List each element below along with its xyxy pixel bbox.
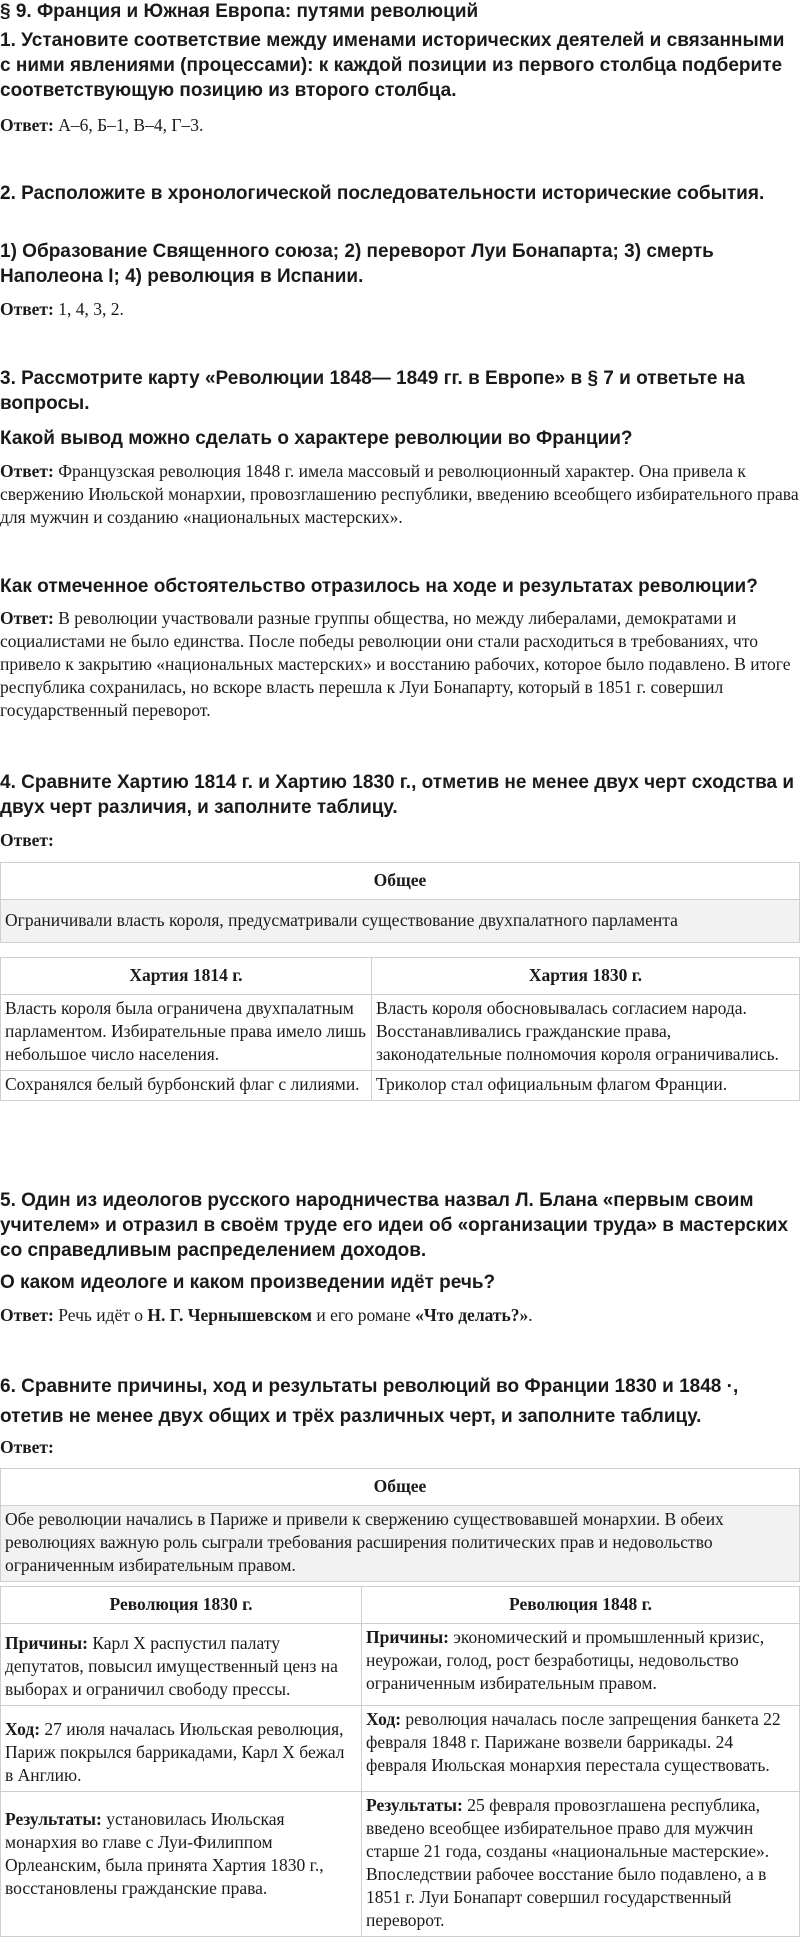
table-4-compare (0, 957, 800, 1101)
cell-label: Результаты: (5, 1809, 102, 1829)
question-5-sub (0, 1270, 800, 1295)
answer-1 (0, 114, 800, 137)
answer-6-label-line (0, 1436, 800, 1459)
answer-2-text (0, 298, 800, 321)
table-cell (362, 1792, 800, 1937)
table-cell (1, 1792, 362, 1937)
cell-text: революция началась после запрещения банкета 22 февраля 1848 г. Парижане возвели баррикады. 24 февраля Июльская монархия перестала существовать. (366, 1709, 781, 1775)
table-4-common (0, 862, 800, 943)
table-cell: Триколор стал официальным флагом Франции. (372, 1071, 800, 1101)
cell-label: Причины: (366, 1627, 449, 1647)
events-list: 1) Образование Священного союза; 2) переворот Луи Бонапарта; 3) смерть Наполеона I; 4) революция в Испании. (0, 241, 714, 287)
question-3 (0, 366, 800, 416)
answer-value: В революции участвовали разные группы общества, но между либералами, демократами и социалистами не было единства. После победы революции они стали расходиться в требованиях, что привело к закрытию «национальных мастерских» и восстанию рабочих, которое было подавлено. В итоге республика сохранилась, но вскоре власть перешла к Луи Бонапарту, который в 1851 г. совершил государственный переворот. (0, 608, 791, 720)
table-cell: Сохранялся белый бурбонский флаг с лилиями. (1, 1071, 372, 1101)
answer-3-2-text (0, 607, 800, 722)
question-3-sub2 (0, 574, 800, 599)
cell-text: 27 июля началась Июльская революция, Париж покрылся баррикадами, Карл X бежал в Англию. (5, 1719, 345, 1785)
answer-label: Ответ: (0, 461, 54, 481)
question-3-sub1 (0, 426, 800, 451)
table-cell: Власть короля обосновывалась согласием народа. Восстанавливались гражданские права, законодательные полномочия короля ограничивались. (372, 995, 800, 1071)
answer-4-label-line (0, 829, 800, 852)
answer-4-label-block (0, 829, 800, 852)
answer-label: Ответ: (0, 115, 54, 135)
compare-table (0, 1586, 800, 1937)
answer-3-1 (0, 460, 800, 529)
question-2-text: 2. Расположите в хронологической последовательности исторические события. (0, 183, 765, 204)
table-cell (1, 1624, 362, 1706)
cell-label: Результаты: (366, 1795, 463, 1815)
col-header-1830: Хартия 1830 г. (372, 958, 800, 995)
table-cell (1, 1706, 362, 1792)
cell-text: установилась Июльская монархия во главе с Луи-Филиппом Орлеанским, была принята Хартия 1830 г., восстановлены гражданские права. (5, 1809, 324, 1898)
common-cell: Обе революции начались в Париже и привели к свержению существовавшей монархии. В обеих революциях важную роль сыграли требования расширения политических прав и недовольство ограниченным избирательным правом. (1, 1506, 800, 1582)
table-cell: Власть короля была ограничена двухпалатным парламентом. Избирательные права имело лишь небольшое число населения. (1, 995, 372, 1071)
table-6-common (0, 1468, 800, 1582)
answer-1-text (0, 114, 800, 137)
question-2 (0, 181, 800, 206)
answer-value: А–6, Б–1, В–4, Г–3. (53, 115, 204, 135)
col-header-1814: Хартия 1814 г. (1, 958, 372, 995)
answer-value: Французская революция 1848 г. имела массовый и революционный характер. Она привела к свержению Июльской монархии, провозглашению республики, введению всеобщего избирательного права для мужчин и созданию «национальных мастерских». (0, 461, 799, 527)
common-table (0, 862, 800, 943)
question-2-events (0, 239, 800, 289)
question-4 (0, 770, 800, 820)
answer-label: Ответ: (0, 608, 54, 628)
question-5-text: 5. Один из идеологов русского народничества назвал Л. Блана «первым своим учителем» и отразил в своём труде его идеи об «организации труда» в мастерских со справедливым распределением доходов. (0, 1190, 789, 1261)
answer-label: Ответ: (0, 830, 54, 850)
answer-label: Ответ: (0, 1437, 54, 1457)
cell-text: 25 февраля провозглашена республика, введено всеобщее избирательное право для мужчин старше 21 года, созданы «национальные мастерские». Впоследствии рабочее восстание было подавлено, а в 1851 г. Луи Бонапарт совершил государственный переворот. (366, 1795, 770, 1930)
cell-text: Карл X распустил палату депутатов, повысил имущественный ценз на выборах и ограничил свободу прессы. (5, 1633, 338, 1699)
question-5 (0, 1188, 800, 1263)
question-1 (0, 28, 800, 103)
table-cell (362, 1706, 800, 1792)
answer-part: . (528, 1305, 533, 1325)
answer-5 (0, 1304, 800, 1327)
col-header-1830: Революция 1830 г. (1, 1587, 362, 1624)
answer-value: 1, 4, 3, 2. (53, 299, 124, 319)
subquestion: О каком идеологе и каком произведении идёт речь? (0, 1272, 496, 1293)
answer-part: Речь идёт о (53, 1305, 148, 1325)
answer-3-2 (0, 607, 800, 722)
answer-person: Н. Г. Чернышевском (147, 1305, 312, 1325)
compare-table (0, 957, 800, 1101)
table-6-compare (0, 1586, 800, 1937)
answer-work: «Что делать?» (415, 1305, 529, 1325)
question-6 (0, 1372, 800, 1432)
common-cell: Ограничивали власть короля, предусматривали существование двухпалатного парламента (1, 900, 800, 943)
answer-part: и его романе (311, 1305, 416, 1325)
cell-text: экономический и промышленный кризис, неурожаи, голод, рост безработицы, недовольство ограниченным избирательным правом. (366, 1627, 765, 1693)
answer-6-label-block (0, 1436, 800, 1459)
subquestion-2: Как отмеченное обстоятельство отразилось на ходе и результатах революции? (0, 576, 758, 597)
cell-label: Ход: (366, 1709, 402, 1729)
question-6-text: 6. Сравните причины, ход и результаты революций во Франции 1830 и 1848 ·, отетив не менее двух общих и трёх различных черт, и заполните таблицу. (0, 1376, 739, 1427)
answer-2 (0, 298, 800, 321)
page-title: § 9. Франция и Южная Европа: путями революций (0, 1, 479, 22)
common-header: Общее (1, 1469, 800, 1506)
question-3-text: 3. Рассмотрите карту «Революции 1848— 1849 гг. в Европе» в § 7 и ответьте на вопросы. (0, 368, 745, 414)
answer-3-1-text (0, 460, 800, 529)
table-cell (362, 1624, 800, 1706)
subquestion-1: Какой вывод можно сделать о характере революции во Франции? (0, 428, 633, 449)
col-header-1848: Революция 1848 г. (362, 1587, 800, 1624)
question-1-text: 1. Установите соответствие между именами исторических деятелей и связанными с ними явлениями (процессами): к каждой позиции из первого столбца подберите соответствующую позицию из второго столбца. (0, 30, 785, 101)
answer-label: Ответ: (0, 299, 54, 319)
answer-label: Ответ: (0, 1305, 54, 1325)
common-table (0, 1468, 800, 1582)
cell-label: Ход: (5, 1719, 41, 1739)
common-header: Общее (1, 863, 800, 900)
page-title-block (0, 0, 800, 26)
cell-label: Причины: (5, 1633, 88, 1653)
answer-5-text (0, 1304, 800, 1327)
question-4-text: 4. Сравните Хартию 1814 г. и Хартию 1830 г., отметив не менее двух черт сходства и двух черт различия, и заполните таблицу. (0, 772, 795, 818)
